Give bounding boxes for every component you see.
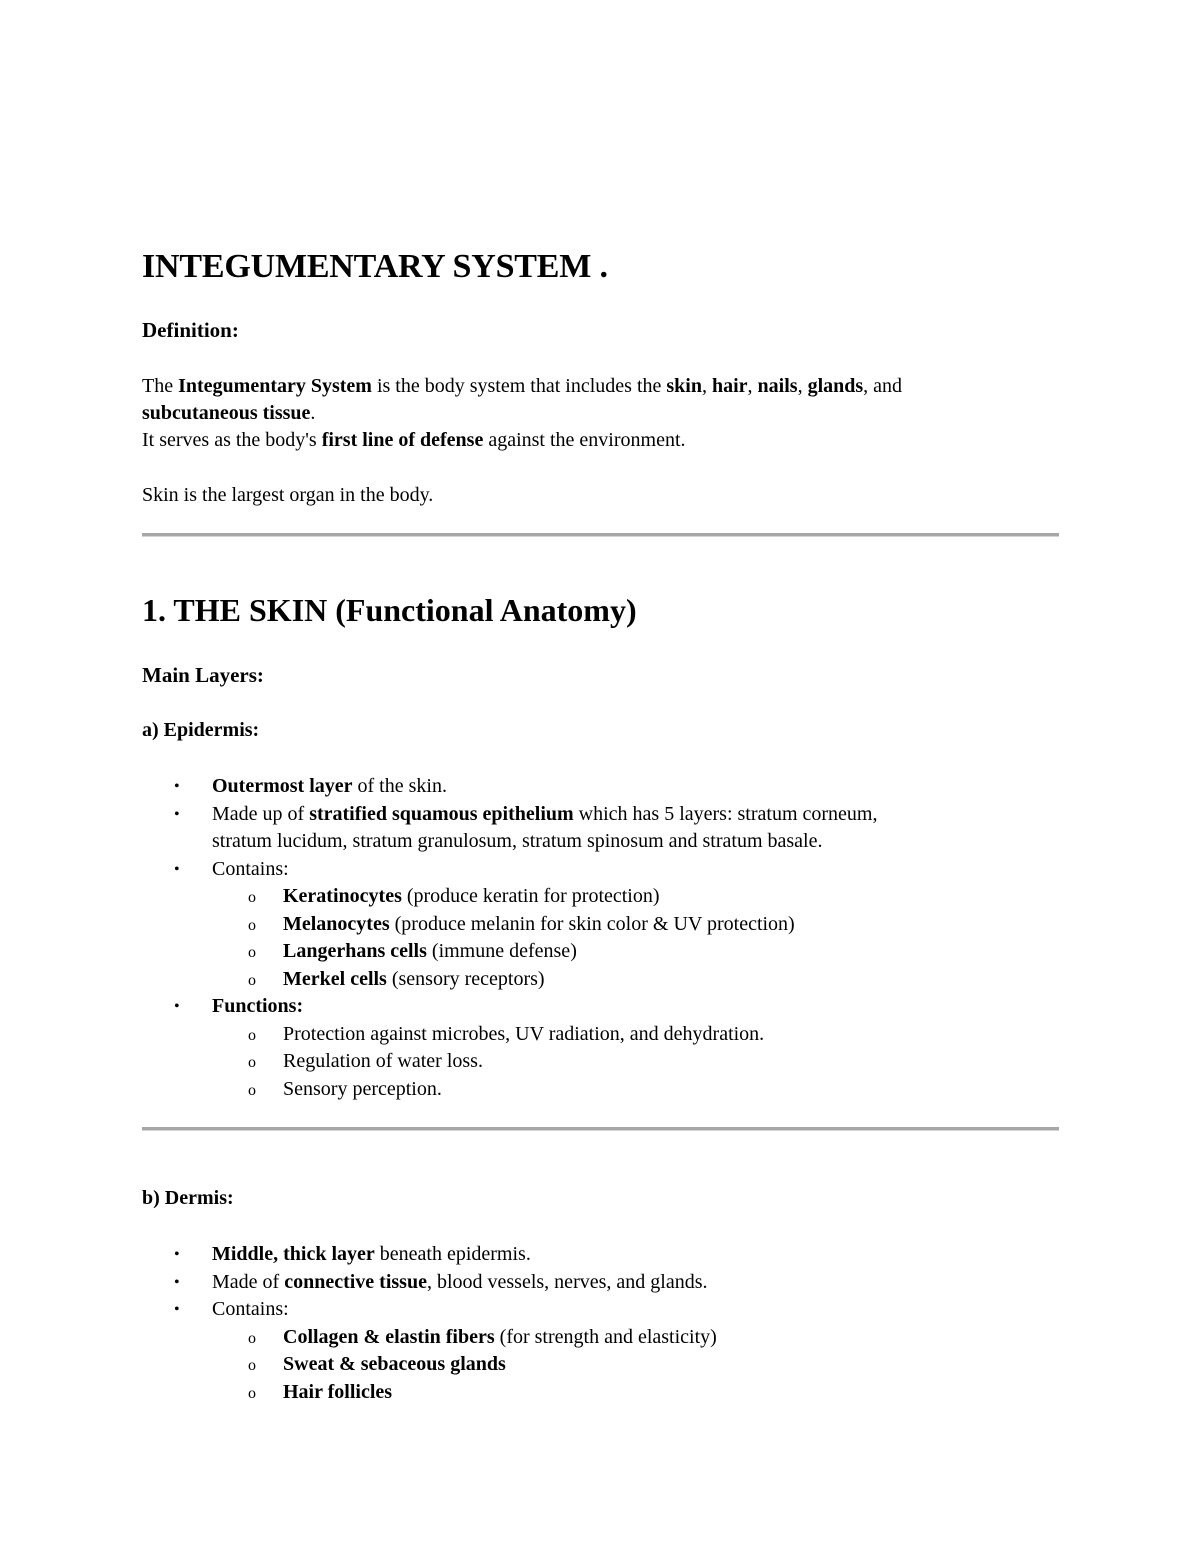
horizontal-divider — [142, 1127, 1059, 1131]
text-run: Sensory perception. — [283, 1077, 442, 1100]
bullet-icon: • — [174, 998, 180, 1015]
bold-text: first line of defense — [321, 429, 484, 451]
sub-list-item — [212, 1021, 1060, 1049]
bold-text: glands — [807, 375, 864, 397]
text-run: (for strength and elasticity) — [494, 1325, 717, 1348]
list-item — [142, 993, 1060, 1103]
sub-list — [212, 1021, 1060, 1104]
bold-text: stratified squamous epithelium — [309, 802, 574, 825]
skin-section-heading: 1. THE SKIN (Functional Anatomy) — [142, 592, 637, 628]
bullet-icon: • — [174, 805, 180, 823]
circle-bullet-icon: o — [248, 916, 256, 934]
circle-bullet-icon: o — [248, 1329, 256, 1347]
sub-list-item — [212, 966, 1060, 994]
list-item-text — [212, 1296, 1060, 1324]
sub-list-item — [212, 1076, 1060, 1104]
bold-text: hair — [711, 375, 748, 397]
largest-organ-sentence: Skin is the largest organ in the body. — [142, 484, 434, 506]
list-item-text — [212, 1269, 1060, 1297]
list-item-text — [212, 856, 1060, 884]
definition-paragraph-line-1 — [142, 373, 902, 400]
sub-list-item — [212, 1324, 1060, 1352]
sub-list-item — [212, 883, 1060, 911]
list-item-continuation: stratum lucidum, stratum granulosum, stratum spinosum and stratum basale. — [212, 830, 823, 852]
bold-text: skin — [666, 375, 702, 397]
definition-paragraph-line-2 — [142, 400, 315, 427]
text-run: Contains: — [212, 1298, 289, 1320]
bold-text: Hair follicles — [283, 1380, 393, 1403]
bold-text: nails — [757, 375, 798, 397]
defense-sentence — [142, 427, 686, 454]
circle-bullet-icon: o — [248, 944, 256, 961]
text-run: (produce keratin for protection) — [401, 885, 660, 907]
text-run: Made up of — [212, 802, 310, 825]
text-run: , and — [863, 375, 903, 397]
circle-bullet-icon: o — [248, 1384, 256, 1402]
list-item — [142, 1269, 1060, 1297]
bold-text: Outermost layer — [212, 775, 353, 797]
list-item-text — [212, 993, 1060, 1021]
text-run: which has 5 layers: stratum corneum, — [573, 802, 878, 825]
text-run: (immune defense) — [426, 940, 577, 962]
bold-text: Merkel cells — [283, 967, 387, 990]
text-run: , — [797, 375, 808, 397]
bullet-icon: • — [174, 1301, 180, 1318]
list-item-text — [212, 1241, 1060, 1269]
text-run: Contains: — [212, 857, 289, 880]
bold-text: connective tissue — [284, 1270, 427, 1293]
bullet-icon: • — [174, 778, 180, 795]
text-run: The — [142, 375, 179, 397]
circle-bullet-icon: o — [248, 1026, 256, 1044]
bullet-icon: • — [174, 1246, 180, 1263]
circle-bullet-icon: o — [248, 889, 256, 906]
list-item — [142, 801, 1060, 856]
epidermis-list — [142, 773, 1060, 1103]
sub-list-item — [212, 1351, 1060, 1379]
sub-list-item — [212, 1379, 1060, 1407]
circle-bullet-icon: o — [248, 1357, 256, 1374]
circle-bullet-icon: o — [248, 971, 256, 989]
text-run: , blood vessels, nerves, and glands. — [426, 1270, 708, 1293]
bold-text: Functions: — [212, 995, 304, 1017]
main-layers-heading: Main Layers: — [142, 663, 264, 687]
bold-text: Sweat & sebaceous glands — [283, 1353, 506, 1375]
document-title: INTEGUMENTARY SYSTEM . — [142, 248, 608, 285]
circle-bullet-icon: o — [248, 1081, 256, 1099]
text-run: Made of — [212, 1270, 285, 1293]
text-run: (sensory receptors) — [386, 967, 545, 990]
list-item-text — [212, 773, 1060, 801]
list-item-text — [212, 801, 1060, 829]
bullet-icon: • — [174, 860, 180, 878]
text-run: It serves as the body's — [142, 429, 322, 451]
sub-list-item — [212, 1048, 1060, 1076]
text-run: (produce melanin for skin color & UV protection) — [389, 912, 795, 935]
epidermis-heading: a) Epidermis: — [142, 719, 260, 741]
list-item — [142, 1241, 1060, 1269]
definition-heading: Definition: — [142, 318, 239, 342]
list-item — [142, 773, 1060, 801]
bold-text: Collagen & elastin fibers — [283, 1325, 495, 1348]
list-item — [142, 856, 1060, 994]
circle-bullet-icon: o — [248, 1054, 256, 1071]
text-run: Regulation of water loss. — [283, 1050, 483, 1072]
dermis-list — [142, 1241, 1060, 1406]
bold-text: Melanocytes — [283, 912, 390, 935]
text-run: . — [310, 402, 316, 424]
text-run: beneath epidermis. — [374, 1243, 531, 1265]
dermis-heading: b) Dermis: — [142, 1187, 234, 1209]
bold-text: Integumentary System — [178, 375, 372, 397]
bold-text: Langerhans cells — [283, 940, 427, 962]
text-run: , — [701, 375, 712, 397]
text-run: against the environment. — [483, 429, 686, 451]
text-run: of the skin. — [352, 775, 447, 797]
sub-list — [212, 1324, 1060, 1407]
bullet-icon: • — [174, 1273, 180, 1291]
list-item — [142, 1296, 1060, 1406]
text-run: , — [747, 375, 758, 397]
sub-list-item — [212, 911, 1060, 939]
bold-text: subcutaneous tissue — [142, 402, 311, 424]
sub-list-item — [212, 938, 1060, 966]
text-run: is the body system that includes the — [371, 375, 667, 397]
sub-list — [212, 883, 1060, 993]
bold-text: Middle, thick layer — [212, 1243, 375, 1265]
horizontal-divider — [142, 533, 1059, 537]
text-run: Protection against microbes, UV radiation, and dehydration. — [283, 1022, 765, 1045]
bold-text: Keratinocytes — [283, 885, 402, 907]
